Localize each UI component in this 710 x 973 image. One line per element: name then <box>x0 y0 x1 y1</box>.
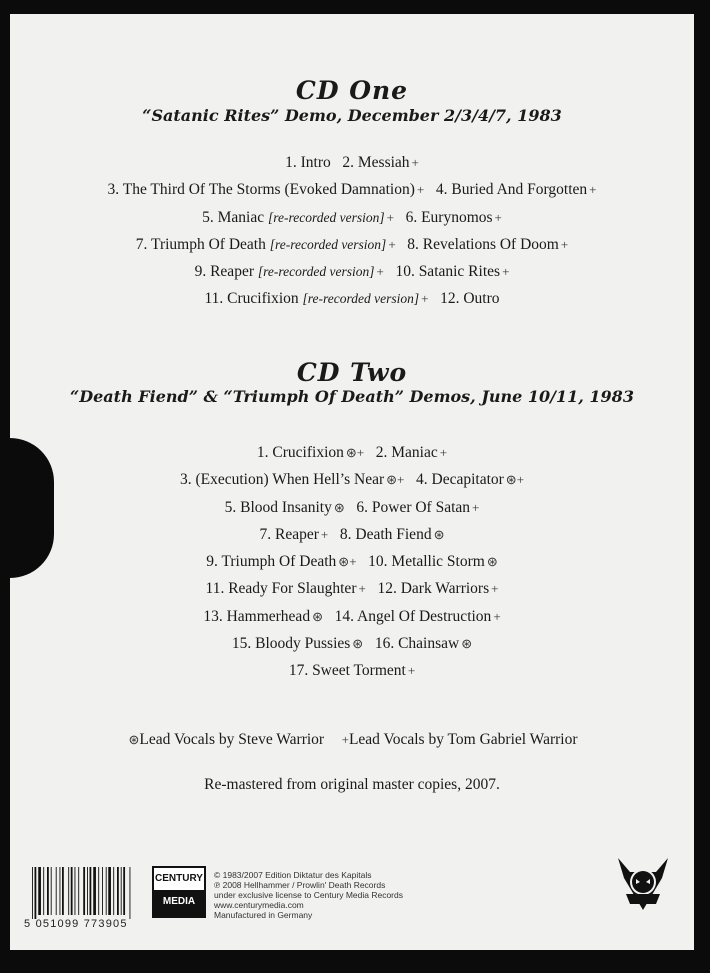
track-title: 9. Reaper <box>194 263 254 281</box>
barcode-bar <box>43 867 44 915</box>
legal-line: Manufactured in Germany <box>214 910 313 920</box>
vocalist-mark: + <box>560 236 569 252</box>
track-title: 17. Sweet Torment <box>288 662 406 680</box>
track-title: 4. Decapitator <box>416 471 504 489</box>
barcode-number: 5 051099 773905 <box>24 918 128 930</box>
track-title: 1. Intro <box>285 154 331 171</box>
steve-warrior-mark: ⊛ <box>128 732 140 747</box>
barcode-bar <box>102 867 103 915</box>
track-item <box>225 499 345 516</box>
track-item <box>377 580 498 597</box>
barcode-bar <box>51 867 52 915</box>
track-line <box>10 521 694 548</box>
century-media-logo <box>152 866 206 918</box>
track-item <box>342 154 419 171</box>
barcode-bar <box>71 867 73 915</box>
legal-line: © 1983/2007 Edition Diktatur des Kapitals <box>214 870 372 880</box>
track-title: 5. Maniac <box>202 208 265 226</box>
track-title: 16. Chainsaw <box>374 635 460 653</box>
track-title: 14. Angel Of Destruction <box>334 607 492 625</box>
barcode-bar <box>93 867 96 915</box>
track-line <box>10 258 694 285</box>
track-title: 2. Maniac <box>375 444 438 461</box>
track-item <box>376 444 447 461</box>
back-cover <box>10 14 694 950</box>
vocals-legend <box>10 731 694 749</box>
vocalist-mark: ⊛ <box>433 526 445 542</box>
track-line <box>10 466 694 493</box>
century-logo-bottom: MEDIA <box>162 896 196 907</box>
legal-line: under exclusive license to Century Media Records <box>214 890 403 900</box>
vocalist-mark: + <box>439 445 448 460</box>
barcode-bar <box>117 867 119 915</box>
track-item <box>206 553 356 570</box>
vocalist-mark: + <box>386 209 394 225</box>
track-title: 4. Buried And Forgotten <box>435 181 588 199</box>
legal-text <box>214 870 403 920</box>
track-title: 3. (Execution) When Hell’s Near <box>179 471 385 489</box>
track-title: 8. Death Fiend <box>339 525 432 543</box>
track-line <box>10 231 694 258</box>
legal-line: ℗ 2008 Hellhammer / Prowlin' Death Records <box>214 880 386 890</box>
track-item <box>289 662 415 679</box>
track-title: 7. Triumph Of Death <box>135 235 266 253</box>
vocalist-mark: ⊛+ <box>386 472 405 488</box>
barcode-bar <box>113 867 114 915</box>
track-line <box>10 149 694 176</box>
legal-line: www.centurymedia.com <box>214 900 304 910</box>
track-title: 8. Revelations Of Doom <box>407 235 559 253</box>
track-item <box>335 608 501 625</box>
track-item <box>440 290 499 307</box>
track-title: 7. Reaper <box>259 525 319 543</box>
vocalist-mark: ⊛ <box>352 636 364 652</box>
track-item <box>202 209 394 226</box>
vocalist-mark: + <box>494 209 502 225</box>
track-version-note: [re-recorded version] <box>257 264 375 280</box>
track-version-note: [re-recorded version] <box>269 236 387 252</box>
track-title: 2. Messiah <box>342 154 410 171</box>
track-item <box>368 553 498 570</box>
barcode-bar <box>38 867 41 915</box>
cd-one-subtitle: “Satanic Rites” Demo, December 2/3/4/7, 1983 <box>142 106 562 125</box>
track-item <box>395 263 509 280</box>
track-title: 9. Triumph Of Death <box>206 553 337 571</box>
remaster-note: Re-mastered from original master copies, 2007. <box>204 776 500 793</box>
barcode-bar <box>35 867 37 919</box>
track-title: 12. Dark Warriors <box>377 580 490 598</box>
track-item <box>180 471 404 488</box>
track-line <box>10 494 694 521</box>
track-item <box>285 154 331 171</box>
cd-two-subtitle: “Death Fiend” & “Triumph Of Death” Demos, June 10/11, 1983 <box>70 387 634 406</box>
track-title: 10. Metallic Storm <box>368 553 485 571</box>
vocalist-mark: + <box>589 182 597 198</box>
track-item <box>232 635 363 652</box>
vocalist-mark: + <box>376 264 384 280</box>
barcode-bar <box>78 867 79 915</box>
vocalist-mark: + <box>502 264 510 280</box>
prowlin-death-records-logo <box>612 850 674 920</box>
track-item <box>406 209 502 226</box>
barcode-bar <box>87 867 88 915</box>
track-title: 12. Outro <box>440 290 500 308</box>
barcode-bar <box>123 867 125 915</box>
track-line <box>10 439 694 466</box>
track-item <box>195 263 384 280</box>
vocalist-mark: ⊛+ <box>338 554 357 570</box>
track-title: 10. Satanic Rites <box>395 263 501 281</box>
track-title: 1. Crucifixion <box>256 444 344 461</box>
track-title: 6. Power Of Satan <box>356 498 471 516</box>
barcode-bar <box>83 867 85 915</box>
track-line <box>10 630 694 657</box>
track-line <box>10 603 694 630</box>
vocalist-mark: + <box>491 581 499 597</box>
track-title: 11. Ready For Slaughter <box>205 580 357 598</box>
track-item <box>257 444 364 461</box>
vocalist-mark: + <box>320 526 329 542</box>
vocalist-mark: + <box>407 663 416 679</box>
vocalist-mark: + <box>493 608 501 624</box>
cd-one-tracklist <box>10 149 694 313</box>
barcode-bar <box>62 867 64 915</box>
barcode-bar <box>56 867 57 915</box>
track-line <box>10 657 694 684</box>
cd-two-title: CD Two <box>296 358 408 387</box>
barcode-bar <box>130 867 131 919</box>
track-line <box>10 285 694 312</box>
barcode-bar <box>75 867 76 915</box>
track-item <box>375 635 472 652</box>
track-title: 6. Eurynomos <box>405 208 493 226</box>
track-item <box>260 526 329 543</box>
track-item <box>206 580 366 597</box>
barcode-bar <box>60 867 61 915</box>
vocalist-mark: + <box>472 499 480 515</box>
vocalist-mark: ⊛+ <box>505 472 525 488</box>
vocalist-mark: ⊛ <box>486 554 498 570</box>
barcode <box>30 867 155 919</box>
track-version-note: [re-recorded version] <box>302 291 420 307</box>
cd-one-title: CD One <box>295 76 409 105</box>
steve-legend-text: Lead Vocals by Steve Warrior <box>139 731 325 748</box>
track-line <box>10 176 694 203</box>
track-item <box>108 181 425 198</box>
vocalist-mark: ⊛+ <box>345 445 365 460</box>
vocalist-mark: + <box>411 155 419 170</box>
tom-legend-text: Lead Vocals by Tom Gabriel Warrior <box>348 731 578 748</box>
century-logo-top: CENTURY <box>154 868 204 890</box>
track-title: 15. Bloody Pussies <box>231 635 351 653</box>
vocalist-mark: + <box>358 581 366 597</box>
track-line <box>10 204 694 231</box>
track-item <box>204 290 428 307</box>
track-line <box>10 548 694 575</box>
track-item <box>136 236 396 253</box>
track-item <box>340 526 445 543</box>
track-item <box>436 181 597 198</box>
track-item <box>356 499 479 516</box>
barcode-bar <box>98 867 99 915</box>
track-title: 13. Hammerhead <box>203 607 311 625</box>
vocalist-mark: ⊛ <box>312 608 323 624</box>
track-title: 3. The Third Of The Storms (Evoked Damnation) <box>107 181 415 199</box>
track-line <box>10 575 694 602</box>
barcode-bar <box>106 867 107 915</box>
barcode-bar <box>108 867 111 915</box>
vocalist-mark: ⊛ <box>461 636 473 652</box>
vocalist-mark: + <box>416 182 425 198</box>
vocalist-mark: ⊛ <box>333 499 345 515</box>
vocalist-mark: + <box>388 236 396 252</box>
barcode-bar <box>32 867 33 919</box>
track-item <box>407 236 568 253</box>
track-item <box>416 471 524 488</box>
barcode-bar <box>68 867 69 915</box>
track-title: 5. Blood Insanity <box>224 498 332 516</box>
track-version-note: [re-recorded version] <box>267 209 385 225</box>
track-title: 11. Crucifixion <box>204 290 299 308</box>
barcode-bar <box>47 867 49 915</box>
track-item <box>203 608 323 625</box>
vocalist-mark: + <box>421 291 429 307</box>
tom-warrior-mark: + <box>341 732 349 747</box>
cd-two-tracklist <box>10 439 694 685</box>
barcode-bar <box>90 867 92 915</box>
barcode-bar <box>121 867 122 915</box>
